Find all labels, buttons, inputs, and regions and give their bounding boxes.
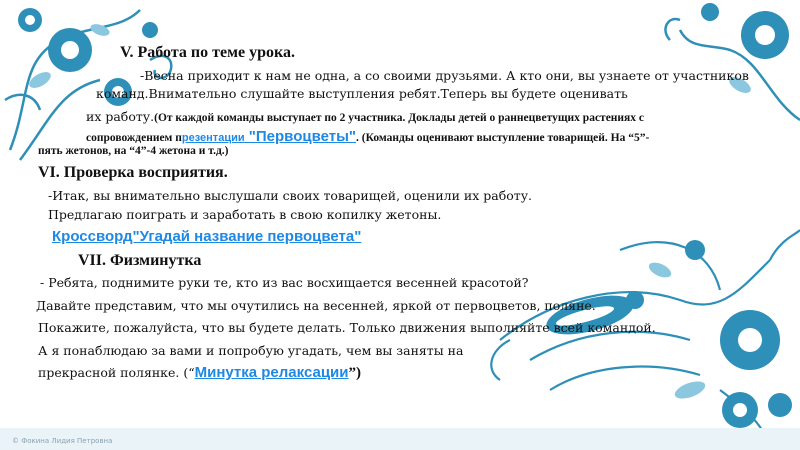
relaxation-link[interactable]: Минутка релаксации <box>194 364 349 381</box>
section-5-line-4 <box>86 126 649 145</box>
section-7-line-5-post: ”) <box>348 365 361 381</box>
section-5-line-5: пять жетонов, на “4”-4 жетона и т.д.) <box>38 145 229 157</box>
section-5-line-3-text: их работу. <box>86 109 155 124</box>
section-5-line-3 <box>86 106 644 125</box>
section-7-line-5 <box>38 362 361 382</box>
section-6-line-1: -Итак, вы внимательно выслушали своих товарищей, оценили их работу. <box>48 188 533 203</box>
crossword-link[interactable]: Кроссворд"Угадай название первоцвета" <box>52 228 362 245</box>
section-6-heading: VI. Проверка восприятия. <box>38 164 228 181</box>
presentation-link-part-1[interactable]: резентации <box>181 132 245 144</box>
section-7-line-5-pre: прекрасной полянке. (“ <box>38 365 195 380</box>
section-5-line-4-post: . (Команды оценивают выступление товарищей. На “5”- <box>356 132 650 144</box>
section-7-line-4: А я понаблюдаю за вами и попробую угадать, чем вы заняты на <box>38 343 464 358</box>
section-5-line-1: -Весна приходит к нам не одна, а со своими друзьями. А кто они, вы узнаете от участников <box>140 68 749 83</box>
footer-credit: © Фокина Лидия Петровна <box>12 437 113 445</box>
section-7-heading: VII. Физминутка <box>78 252 202 269</box>
section-7-line-3: Покажите, пожалуйста, что вы будете делать. Только движения выполняйте всей командой. <box>38 320 656 335</box>
footer-strip <box>0 428 800 450</box>
section-7-line-2: Давайте представим, что мы очутились на весенней, яркой от первоцветов, поляне. <box>36 298 596 313</box>
section-5-heading: V. Работа по теме урока. <box>120 44 295 61</box>
presentation-link-part-2[interactable]: "Первоцветы" <box>244 128 357 145</box>
section-7-line-1: - Ребята, поднимите руки те, кто из вас восхищается весенней красотой? <box>40 275 529 290</box>
section-5-line-4-pre: сопровождением п <box>86 132 182 144</box>
section-5-line-2: команд.Внимательно слушайте выступления ребят.Теперь вы будете оценивать <box>96 86 628 101</box>
section-5-line-3-note: (От каждой команды выступает по 2 участника. Доклады детей о раннецветущих растениях с <box>154 112 645 124</box>
section-6-line-2: Предлагаю поиграть и заработать в свою копилку жетоны. <box>48 207 442 222</box>
